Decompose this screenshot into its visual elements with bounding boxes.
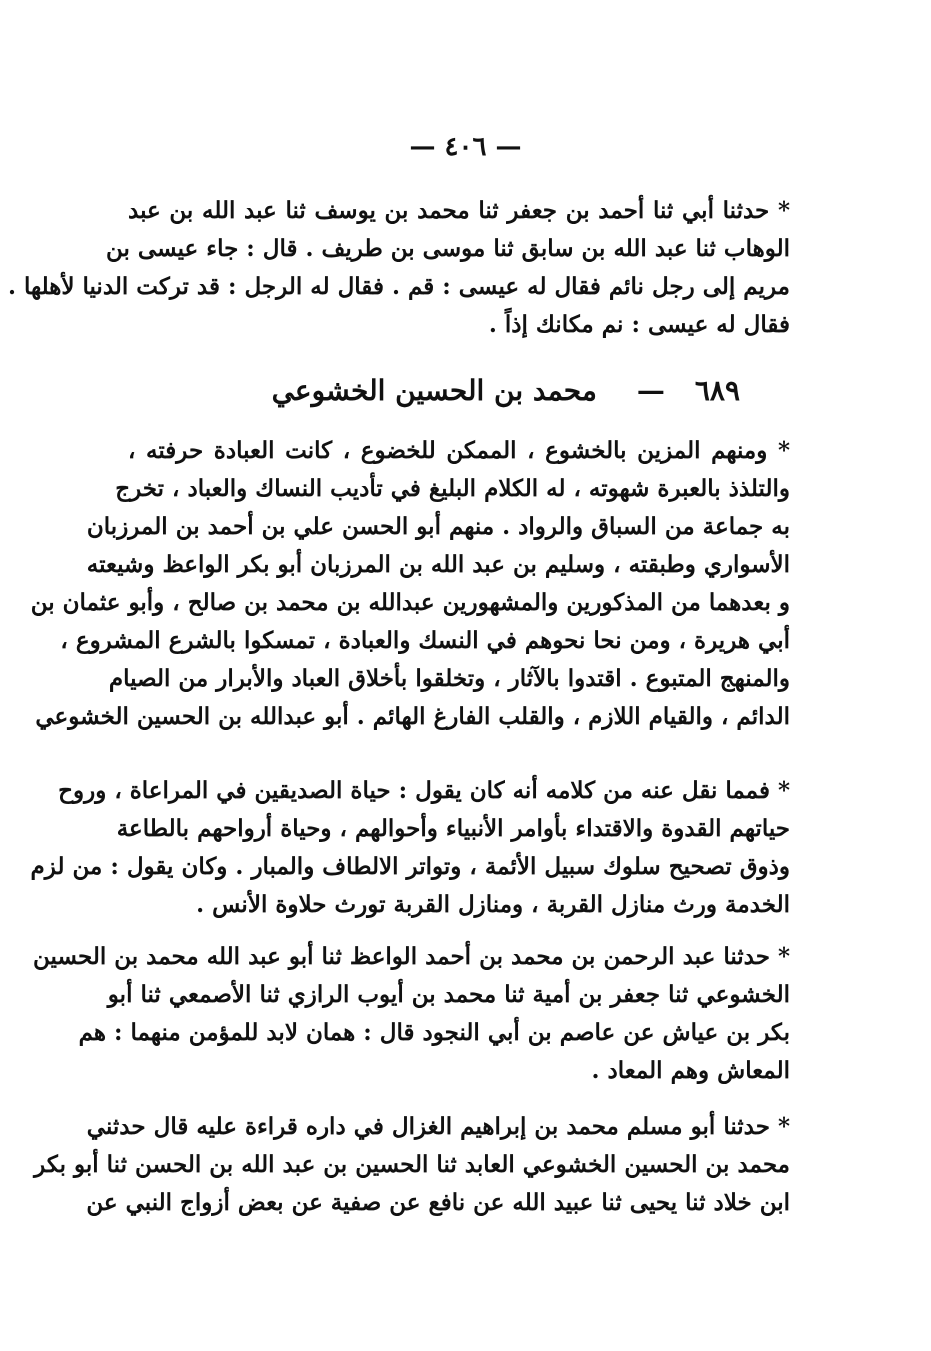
text-line: * حدثنا عبد الرحمن بن محمد بن أحمد الواعظ ثنا أبو عبد الله محمد بن الحسين bbox=[33, 943, 790, 970]
text-line: حياتهم القدوة والاقتداء بأوامر الأنبياء وأحوالهم ، وحياة أرواحهم بالطاعة bbox=[116, 815, 790, 842]
text-line: مريم إلى رجل نائم فقال له عيسى : قم . فقال له الرجل : قد تركت الدنيا لأهلها . bbox=[7, 273, 790, 300]
text-line: و بعدهما من المذكورين والمشهورين عبدالله بن محمد بن صالح ، وأبو عثمان بن bbox=[30, 589, 790, 616]
text-line: بكر بن عياش عن عاصم بن أبي النجود قال : همان لابد للمؤمن منهما : هم bbox=[78, 1019, 790, 1046]
paragraph-sayings bbox=[30, 772, 790, 924]
text-line: الوهاب ثنا عبد الله بن سابق ثنا موسى بن طريف . قال : جاء عيسى بن bbox=[105, 235, 790, 262]
entry-number: ٦٨٩ bbox=[694, 374, 740, 407]
text-line: الخشوعي ثنا جعفر بن أمية ثنا محمد بن أيوب الرازي ثنا الأصمعي ثنا أبو bbox=[107, 981, 790, 1008]
text-line: ابن خلاد ثنا يحيى ثنا عبيد الله عن نافع عن صفية عن بعض أزواج النبي عن bbox=[86, 1189, 790, 1216]
text-line: * حدثنا أبو مسلم محمد بن إبراهيم الغزال في داره قراءة عليه قال حدثني bbox=[86, 1113, 790, 1140]
section-heading bbox=[270, 374, 740, 407]
paragraph-hadith-two-worries bbox=[33, 938, 790, 1090]
text-line: به جماعة من السباق والرواد . منهم أبو الحسن علي بن أحمد بن المرزبان bbox=[86, 513, 790, 540]
text-line: والمنهج المتبوع . اقتدوا بالآثار ، وتخلقوا بأخلاق العباد والأبرار من الصيام bbox=[108, 665, 790, 692]
text-line: أبي هريرة ، ومن نحا نحوهم في النسك والعبادة ، تمسكوا بالشرع المشروع ، bbox=[60, 627, 790, 654]
text-line: الأسواري وطبقته ، وسليم بن عبد الله بن المرزبان أبو بكر الواعظ وشيعته bbox=[86, 551, 790, 578]
paragraph-hadith-abu-muslim bbox=[34, 1108, 790, 1222]
paragraph-biography bbox=[30, 432, 790, 736]
text-line: * حدثنا أبي ثنا أحمد بن جعفر ثنا محمد بن يوسف ثنا عبد الله بن عبد bbox=[128, 197, 790, 224]
text-line: المعاش وهم المعاد . bbox=[591, 1057, 790, 1084]
entry-title: محمد بن الحسين الخشوعي bbox=[271, 374, 597, 407]
text-line: محمد بن الحسين الخشوعي العابد ثنا الحسين بن عبد الله بن الحسن ثنا أبو بكر bbox=[34, 1151, 790, 1178]
heading-dash: — bbox=[636, 374, 665, 407]
text-line: الدائم ، والقيام اللازم ، والقلب الفارغ الهائم . أبو عبدالله بن الحسين الخشوعي bbox=[35, 703, 790, 730]
text-line: وذوق تصحيح سلوك سبيل الأئمة ، وتواتر الالطاف والمبار . وكان يقول : من لزم bbox=[30, 853, 790, 880]
text-line: * فمما نقل عنه من كلامه أنه كان يقول : حياة الصديقين في المراعاة ، وروح bbox=[58, 777, 790, 804]
text-line: الخدمة ورث منازل القربة ، ومنازل القربة تورث حلاوة الأنس . bbox=[196, 891, 790, 918]
paragraph-hadith-isa bbox=[7, 192, 790, 344]
page-number: — ٤٠٦ — bbox=[409, 132, 522, 162]
text-line: فقال له عيسى : نم مكانك إذاً . bbox=[488, 311, 790, 338]
text-line: * ومنهم المزين بالخشوع ، الممكن للخضوع ، كانت العبادة حرفته ، bbox=[128, 437, 790, 464]
text-line: والتلذذ بالعبرة شهوته ، له الكلام البليغ في تأديب النساك والعباد ، تخرج bbox=[115, 475, 790, 502]
